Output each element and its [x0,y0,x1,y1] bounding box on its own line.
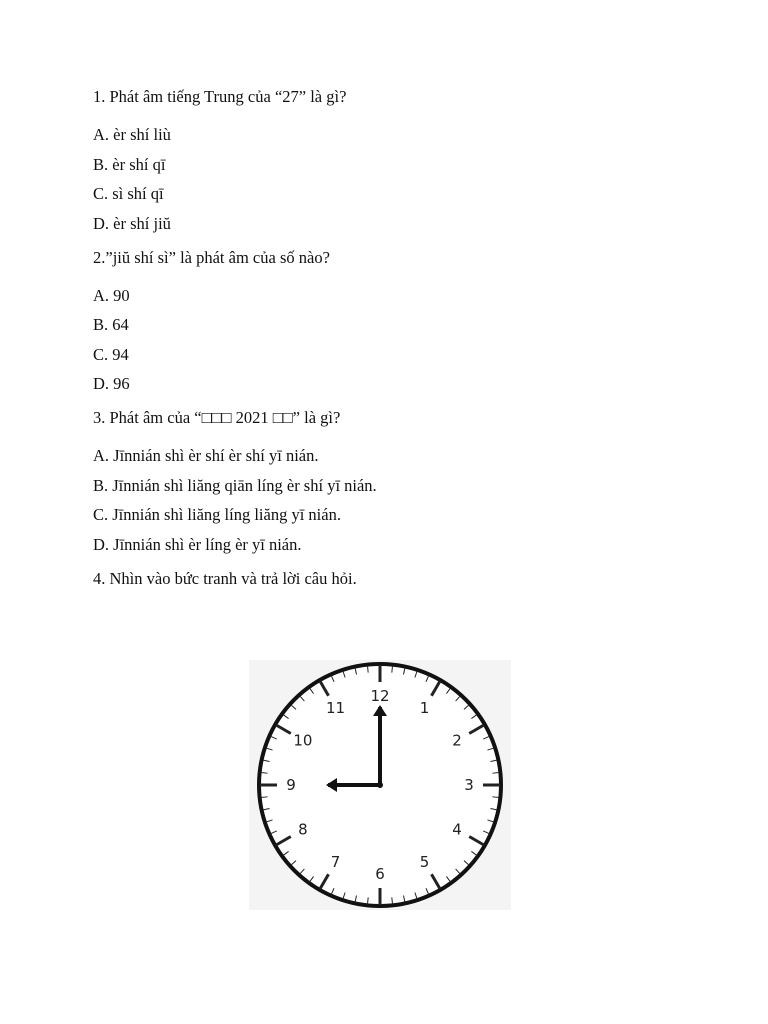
answer-options [93,443,713,558]
question-2 [93,245,713,398]
option-c: C. sì shí qī [93,184,164,203]
option-a: A. 90 [93,285,130,305]
clock-image [249,660,511,910]
clock-number-6: 6 [375,865,385,883]
clock-number-1: 1 [419,698,430,717]
answer-options [93,283,713,398]
question-3 [93,405,713,558]
option-a: A. èr shí liù [93,125,171,144]
clock-number-8: 8 [298,820,308,839]
option-c: C. 94 [93,344,129,364]
clock-number-5: 5 [419,853,430,872]
clock-center [377,782,383,788]
option-b: B. èr shí qī [93,154,166,174]
clock-number-9: 9 [286,776,296,794]
option-a: A. Jīnnián shì èr shí èr shí yī nián. [93,446,319,465]
option-c: C. Jīnnián shì liăng líng liăng yī nián. [93,505,341,524]
clock-number-7: 7 [330,853,341,872]
clock-number-11: 11 [325,698,346,717]
question-4 [93,566,713,592]
option-d: D. 96 [93,374,130,393]
question-text: 1. Phát âm tiếng Trung của “27” là gì? [93,87,347,106]
clock-number-3: 3 [464,776,474,794]
clock-icon [249,660,511,910]
worksheet [93,84,713,604]
answer-options [93,122,713,237]
option-b: B. 64 [93,315,129,334]
question-text: 2.”jiŭ shí sì” là phát âm của số nào? [93,247,330,267]
question-text: 4. Nhìn vào bức tranh và trả lời câu hỏi. [93,568,357,588]
question-text: 3. Phát âm của “□□□ 2021 □□” là gì? [93,408,341,427]
clock-number-10: 10 [293,731,313,750]
option-d: D. Jīnnián shì èr líng èr yī nián. [93,534,302,554]
option-d: D. èr shí jiŭ [93,213,171,233]
clock-number-4: 4 [452,820,462,839]
clock-number-2: 2 [452,731,462,750]
option-b: B. Jīnnián shì liăng qiān líng èr shí yī nián. [93,475,377,495]
question-1 [93,84,713,237]
clock-number-12: 12 [370,687,390,705]
